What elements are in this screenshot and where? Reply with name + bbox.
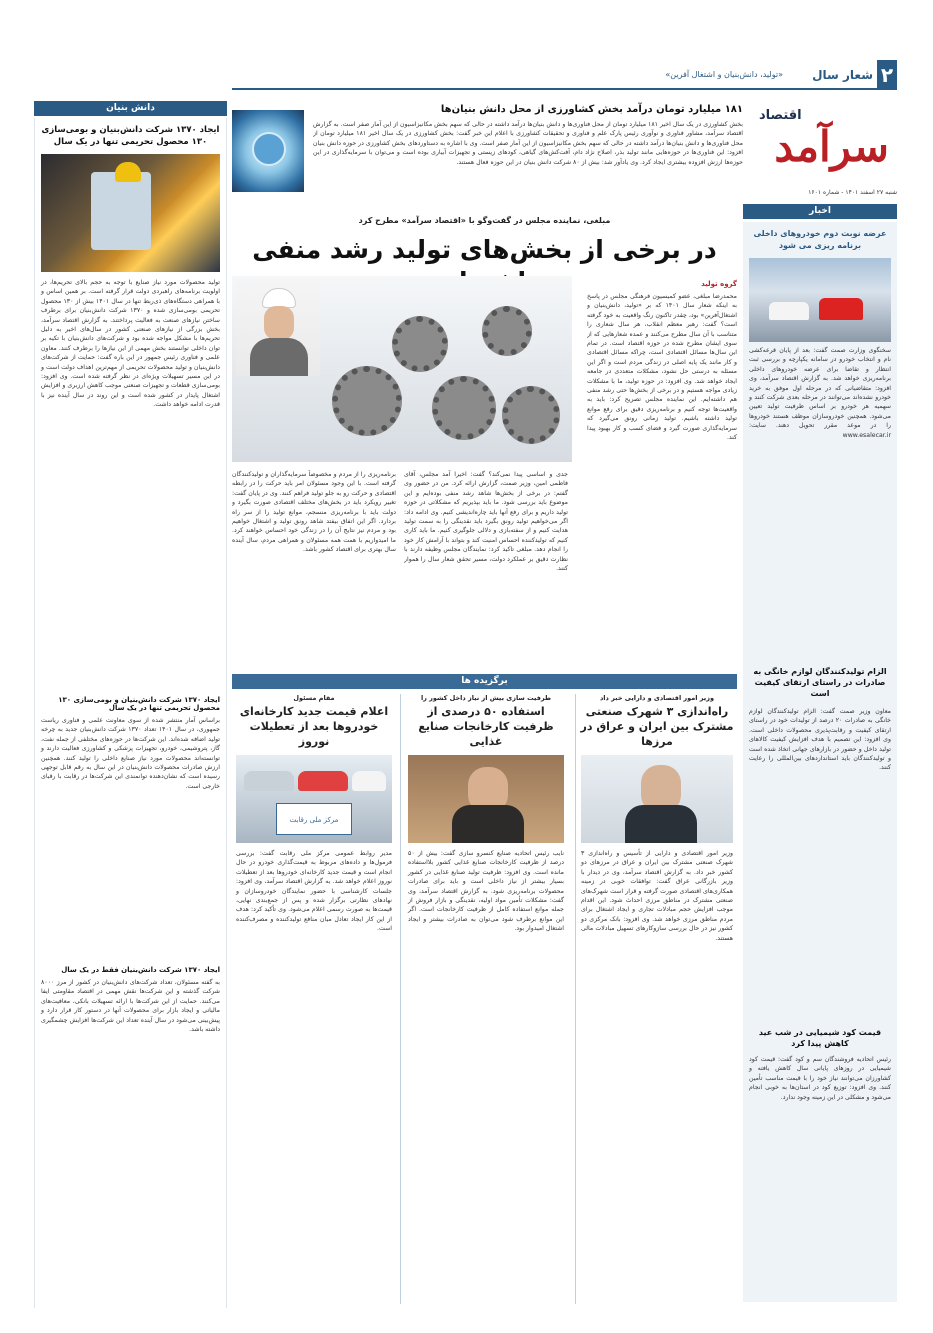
left-subhead1: ایجاد ۱۳۷۰ شرکت دانش‌بنیان و بومی‌سازی ۱۳۰ محصول تحریمی تنها در یک سال bbox=[58, 696, 220, 712]
main-illustration bbox=[232, 276, 572, 462]
left-section-label: دانش بنیان bbox=[34, 101, 227, 116]
story2-body: نایب رئیس اتحادیه صنایع کنسرو سازی گفت: بیش از ۵۰ درصد از ظرفیت کارخانجات صنایع غذایی کشور بلااستفاده مانده است. وی افزود: ظرفیت تولید صنایع غذایی در کشور بسیار بیشتر از نیاز داخلی است و باید برای صادرات محصولات برنامه‌ریزی شود. به گزارش اقتصاد سرآمد، وی گفت: مشکلات تأمین مواد اولیه، نقدینگی و بازار فروش از جمله موانع استفاده کامل از ظرفیت کارخانجات است. اگر این موانع برطرف شود می‌توان به صادرات بیشتر و ایجاد اشتغال امیدوار بود. bbox=[408, 850, 564, 933]
news2-title: الزام تولیدکنندگان لوازم خانگی به صادرات در راستای ارتقای کیفیت است bbox=[753, 667, 887, 698]
gear-icon bbox=[482, 306, 532, 356]
left-body: تولید محصولات مورد نیاز صنایع با توجه به حجم بالای تحریم‌ها، در اولویت برنامه‌های راهبردی دولت قرار گرفته است. بر همین اساس و با همراهی دستگاه‌های ذی‌ربط تنها در سال ۱۴۰۱ بیش از ۱۳۰ محصول تحریمی بومی‌سازی شده و ۱۳۷۰ شرکت دانش‌بنیان برای برطرف ساختن نیازهای صنعت به فعالیت پرداختند. به گزارش اقتصاد سرآمد، بخش بزرگی از نیازهای صنعتی کشور در سال‌های اخیر به دلیل تحریم‌ها با مشکل مواجه شده بود و شرکت‌های دانش‌بنیان با تکیه بر توان داخلی توانستند بخش مهمی از این نیازها را برطرف کنند. معاون علمی و فناوری رئیس جمهور در این باره گفت: حمایت از شرکت‌های دانش‌بنیان و تولید محصولات تحریمی از مهم‌ترین اهداف دولت است و در این مسیر تسهیلات ویژه‌ای در نظر گرفته شده است. وی افزود: بومی‌سازی قطعات و تجهیزات صنعتی موجب کاهش ارزبری و افزایش اشتغال پایدار در کشور شده است و این روند در سال آینده نیز با قدرت ادامه خواهد داشت. bbox=[41, 279, 220, 409]
story3-body: مدیر روابط عمومی مرکز ملی رقابت گفت: بررسی فرمول‌ها و داده‌های مربوط به قیمت‌گذاری خودرو در حال انجام است و قیمت جدید کارخانه‌ای خودروها بعد از تعطیلات نوروز اعلام خواهد شد. به گزارش اقتصاد سرآمد، وی افزود: جلسات کارشناسی با حضور نمایندگان خودروسازان و نهادهای نظارتی برگزار شده و پس از جمع‌بندی نهایی، قیمت‌ها به صورت رسمی اعلام می‌شود. وی تأکید کرد: هدف از این کار ایجاد تعادل میان منافع تولیدکننده و مصرف‌کننده است. bbox=[236, 850, 392, 933]
main-body-left: برنامه‌ریزی را از مردم و مخصوصاً سرمایه‌گذاران و تولیدکنندگان گرفته است. با این وجود مسئولان امر باید حرکت را در رابطه اقتصادی و حرکت رو به جلو تولید فراهم کنند. وی در پایان گفت: تغییر رویکرد باید در بخش‌های مختلف اقتصادی صورت بگیرد و دولت باید با برنامه‌ریزی منسجم، موانع تولید را از سر راه بردارد. اگر این اتفاق بیفتد شاهد رونق تولید و اشتغال خواهیم بود و مردم نیز نتایج آن را در زندگی خود احساس خواهند کرد. ما امیدواریم با همت همه مسئولان و همراهی مردم، سال آینده سال بهتری برای اقتصاد کشور باشد. bbox=[232, 471, 396, 554]
logo-sub: اقتصاد bbox=[759, 108, 802, 123]
car-icon bbox=[769, 302, 809, 320]
news1-photo bbox=[749, 258, 891, 342]
left-body2: براساس آمار منتشر شده از سوی معاونت علمی و فناوری ریاست جمهوری، در سال ۱۴۰۱ تعداد ۱۳۷۰ شرکت دانش‌بنیان جدید به چرخه تولید اضافه شده‌اند. این شرکت‌ها در حوزه‌های مختلفی از جمله نفت، گاز، پتروشیمی، خودرو، تجهیزات پزشکی و کشاورزی فعالیت دارند و توانسته‌اند محصولات مورد نیاز صنایع داخلی را تولید کنند. همچنین ارزش صادرات محصولات دانش‌بنیان در این سال به رقم قابل توجهی رسیده است که نشان‌دهنده توانمندی این شرکت‌ها در رقابت با رقبای خارجی است. bbox=[41, 717, 220, 790]
story2-title: استفاده ۵۰ درصدی از ظرفیت کارخانجات صنایع غذایی bbox=[418, 705, 554, 748]
section-title: شعار سال bbox=[812, 68, 873, 82]
page-number: ۲ bbox=[877, 60, 897, 90]
gear-icon bbox=[332, 366, 402, 436]
right-section-label: اخبار bbox=[743, 204, 897, 219]
main-body-mid: جدی و اساسی پیدا نمی‌کند؟ گفت: اخیرا آمد مجلس، آقای فاطمی امین، وزیر صمت، گزارش ارائه کرد. من در حضور وی گفتم: در برخی از بخش‌ها شاهد رشد منفی بوده‌ایم و این موضوع باید بررسی شود. ما باید بپذیریم که مشکلاتی در حوزه تولید داریم و برای رفع آنها باید چاره‌اندیشی کنیم. وی ادامه داد: اگر می‌خواهیم تولید رونق بگیرد باید نقدینگی را به سمت تولید هدایت کنیم و از سفته‌بازی و دلالی جلوگیری کنیم. ما باید کاری کنیم که تولیدکننده احساس امنیت کند و بتواند با آرامش کار خود را انجام دهد. مبلغی تاکید کرد: نمایندگان مجلس وظیفه دارند با نظارت دقیق بر عملکرد دولت، مسیر تحقق شعار سال را هموار کنند. bbox=[404, 471, 568, 573]
story3-photo bbox=[236, 755, 392, 843]
story2-photo bbox=[408, 755, 564, 843]
top-story-body: بخش کشاورزی در یک سال اخیر ۱۸۱ میلیارد تومان از محل فناوری‌ها و دانش بنیان‌ها درآمد داشته در حالی که سهم بخش مکانیزاسیون از این آمار صفر است. به گزارش اقتصاد سرآمد، مشاور فناوری و نوآوری رئیس پارک علم و فناوری و تحقیقات کشاورزی با اعلام این خبر گفت: بخش کشاورزی در یک سال اخیر ۱۸۱ میلیارد تومان از محل فناوری‌ها و دانش بنیان‌ها درآمد داشته در حالی که سهم بخش مکانیزاسیون از این آمار صفر است. وی با اشاره به دستاوردهای بخش کشاورزی در حوزه دانش بنیان افزود: این فناوری‌ها در حوزه‌هایی مانند تولید بذر، اصلاح نژاد دام، آفت‌کش‌های گیاهی، کودهای زیستی و تجهیزات آبیاری بوده است و می‌توان با سرمایه‌گذاری در این حوزه‌ها ارزش افزوده بیشتری ایجاد کرد. وی یادآور شد: بیش از ۸۰ شرکت دانش بنیان در این حوزه فعال هستند. bbox=[313, 121, 743, 166]
news3-title: قیمت کود شیمیایی در شب عید کاهش پیدا کرد bbox=[758, 1028, 882, 1048]
news3-body: رئیس اتحادیه فروشندگان سم و کود گفت: قیمت کود شیمیایی در روزهای پایانی سال کاهش یافته و کشاورزان می‌توانند نیاز خود را با قیمت مناسب تأمین کنند. وی افزود: توزیع کود در استان‌ها به خوبی انجام می‌شود و مشکلی در این زمینه وجود ندارد. bbox=[749, 1056, 891, 1101]
left-column bbox=[34, 118, 227, 1308]
bottom-separator bbox=[400, 694, 401, 1304]
bottom-story-1 bbox=[577, 694, 737, 1304]
left-photo bbox=[41, 154, 220, 272]
story1-title: راه‌اندازی ۳ شهرک صنعتی مشترک بین ایران و عراق در مرزها bbox=[580, 705, 734, 748]
main-headline: در برخی از بخش‌های تولید رشد منفی bbox=[252, 235, 717, 264]
bottom-separator bbox=[575, 694, 576, 1304]
portrait-photo bbox=[236, 280, 320, 376]
left-subhead2: ایجاد ۱۳۷۰ شرکت دانش‌بنیان فقط در یک سال bbox=[61, 966, 220, 974]
news1-body: سخنگوی وزارت صمت گفت: بعد از پایان قرعه‌کشی نام و انتخاب خودرو در سامانه یکپارچه و بررسی ثبت انتظار و تقاضا برای عرضه خودروهای داخلی برنامه‌ریزی خواهد شد. به گزارش اقتصاد سرآمد، وی افزود: متقاضیانی که در مرحله اول موفق به خرید خودرو نشده‌اند می‌توانند در مرحله بعدی شرکت کنند و سهمیه هر خودرو بر اساس ظرفیت تولید تعیین می‌شود. همچنین خودروسازان موظف هستند خودروها را در موعد مقرر تحویل دهند. سایت: www.esalecar.ir bbox=[749, 347, 891, 439]
issue-line: شنبه ۲۷ اسفند ۱۴۰۱ - شماره ۱۶۰۱ bbox=[808, 189, 897, 196]
left-headline: ایجاد ۱۳۷۰ شرکت دانش‌بنیان و بومی‌سازی ۱۳۰ محصول تحریمی تنها در یک سال bbox=[41, 125, 220, 147]
story1-body: وزیر امور اقتصادی و دارایی از تأسیس و راه‌اندازی ۳ شهرک صنعتی مشترک بین ایران و عراق در مرزهای دو کشور خبر داد. به گزارش اقتصاد سرآمد، وی در دیدار با وزیر بازرگانی عراق گفت: توافقات خوبی در زمینه همکاری‌های اقتصادی صورت گرفته و قرار است شهرک‌های صنعتی مشترک در مناطق مرزی احداث شود. این اقدام موجب افزایش حجم مبادلات تجاری و ایجاد اشتغال برای مردم مناطق مرزی خواهد شد. وی افزود: بانک مرکزی دو کشور نیز در حال بررسی سازوکارهای تسهیل مبادلات مالی هستند. bbox=[581, 850, 733, 942]
gear-icon bbox=[432, 376, 496, 440]
main-kicker: مبلغی، نماینده مجلس در گفت‌وگو با «اقتصاد سرآمد» مطرح کرد bbox=[358, 216, 611, 225]
news1-title: عرضه نوبت دوم خودروهای داخلی برنامه ریزی می شود bbox=[753, 229, 887, 250]
logo-text: سرآمد bbox=[774, 122, 889, 171]
left-body3: به گفته مسئولان، تعداد شرکت‌های دانش‌بنیان در کشور از مرز ۸۰۰۰ شرکت گذشته و این شرکت‌ها نقش مهمی در اقتصاد مقاومتی ایفا می‌کنند. حمایت از این شرکت‌ها با ارائه تسهیلات بانکی، معافیت‌های مالیاتی و ایجاد بازار برای محصولات آنها در دستور کار قرار دارد و پیش‌بینی می‌شود در سال آینده تعداد این شرکت‌ها افزایش چشمگیری داشته باشد. bbox=[41, 979, 220, 1034]
story1-kicker: وزیر امور اقتصادی و دارایی خبر داد bbox=[599, 694, 715, 702]
gear-icon bbox=[502, 386, 560, 444]
bottom-section-label: برگزیده ها bbox=[232, 674, 737, 689]
right-column bbox=[743, 222, 897, 1302]
main-body-right: محمدرضا مبلغی، عضو کمیسیون فرهنگی مجلس در پاسخ به اینکه شعار سال ۱۴۰۱ که بر «تولید، دانش‌بنیان و اشتغال‌آفرین» بود، چقدر تاکنون رنگ واقعیت به خود گرفته است؟ گفت: رهبر معظم انقلاب، هر سال شعاری را متناسب با آن سال مطرح می‌کنند و عمده شعارهایی که از سوی ایشان مطرح شده در حوزه اقتصاد است. در تمام این سال‌ها مسائل اقتصادی است، چراکه مسائل اقتصادی و کار مانند یک پایه اصلی در زندگی مردم است و اگر این مسئله به درستی حل نشود، مشکلات متعددی در جامعه ایجاد خواهد شد. وی افزود: در حوزه تولید، ما با مشکلات زیادی مواجه هستیم و در برخی از بخش‌ها حتی رشد منفی هم داشته‌ایم. این نماینده مجلس تصریح کرد: باید به واقعیت‌ها توجه کنیم و برنامه‌ریزی دقیق برای رفع موانع تولید داشته باشیم. تولید زمانی رونق می‌گیرد که سرمایه‌گذاری صورت گیرد و فضای کسب و کار بهبود پیدا کند. bbox=[587, 293, 737, 442]
news2-body: معاون وزیر صمت گفت: الزام تولیدکنندگان لوازم خانگی به صادرات ۲۰ درصد از تولیدات خود در راستای ارتقای کیفیت و رقابت‌پذیری محصولات داخلی است. وی افزود: این تصمیم با هدف افزایش کیفیت کالاهای تولید داخل و حضور در بازارهای جهانی اتخاذ شده است و تولیدکنندگان باید استانداردهای بین‌المللی را رعایت کنند. bbox=[749, 708, 891, 772]
story3-title: اعلام قیمت جدید کارخانه‌ای خودروها بعد از تعطیلات نوروز bbox=[239, 705, 389, 748]
car-icon bbox=[352, 771, 386, 791]
globe-icon bbox=[252, 132, 286, 166]
top-story-title: ۱۸۱ میلیارد تومان درآمد بخش کشاورزی از محل دانش بنیان‌ها bbox=[440, 104, 743, 115]
top-story bbox=[232, 104, 743, 198]
header-rule bbox=[232, 88, 897, 90]
bottom-story-2 bbox=[404, 694, 568, 1304]
story1-photo bbox=[581, 755, 733, 843]
story2-kicker: ظرفیت سازی بیش از نیاز داخل کشور را bbox=[420, 694, 552, 702]
competition-logo: مرکز ملی رقابت bbox=[276, 803, 352, 835]
slogan: «تولید، دانش‌بنیان و اشتغال آفرین» bbox=[665, 70, 783, 79]
story3-kicker: مقام مسئول bbox=[293, 694, 335, 702]
main-byline: گروه تولید bbox=[701, 280, 737, 288]
top-story-photo bbox=[232, 110, 304, 192]
car-icon bbox=[298, 771, 348, 791]
car-icon bbox=[244, 771, 294, 791]
bottom-story-3 bbox=[232, 694, 396, 1304]
gear-icon bbox=[392, 316, 448, 372]
logo bbox=[747, 100, 897, 196]
car-icon bbox=[819, 298, 863, 320]
